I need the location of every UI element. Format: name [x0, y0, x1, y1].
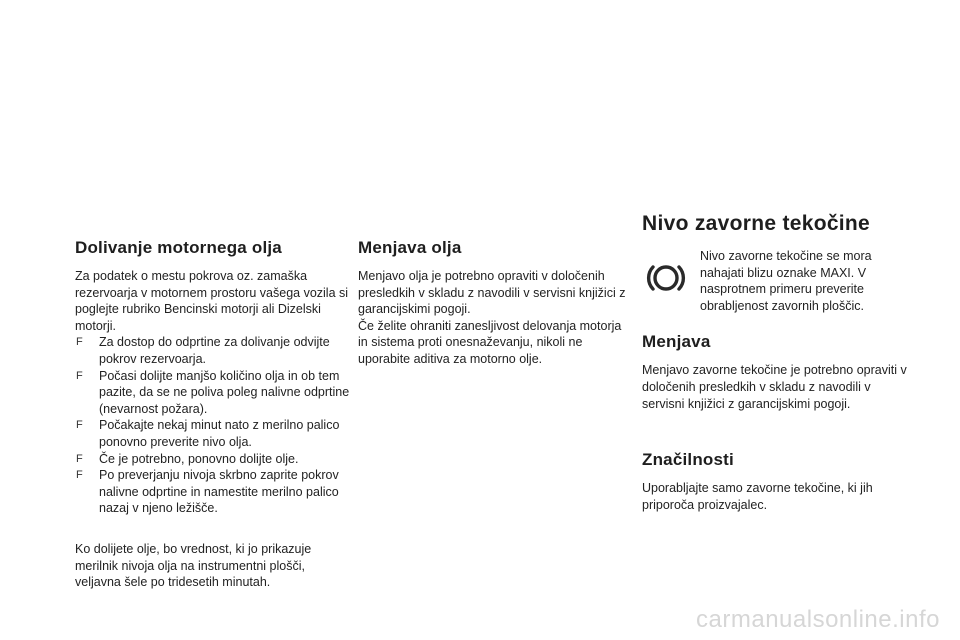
oil-topup-steps [75, 334, 350, 517]
list-item: F Po preverjanju nivoja skrbno zaprite pokrov nalivne odprtine in namestite merilno palico nazaj v njeno ležišče. [76, 468, 339, 516]
brake-level-text: Nivo zavorne tekočine se mora nahajati blizu oznake MAXI. V nasprotnem primeru preverite obrabljenost zavornih ploščic. [700, 249, 872, 313]
list-item: F Če je potrebno, ponovno dolijte olje. [76, 451, 299, 466]
brake-fluid-section [642, 212, 907, 513]
watermark: carmanualsonline.info [696, 606, 940, 633]
list-item: F Počasi dolijte manjšo količino olja in ob tem pazite, da se ne poliva poleg nalivne odprtine (nevarnost požara). [76, 368, 350, 416]
brake-fluid-heading: Nivo zavorne tekočine [642, 212, 871, 235]
list-item: F Za dostop do odprtine za dolivanje odvijte pokrov rezervoarja. [76, 335, 330, 366]
oil-topup-intro: Za podatek o mestu pokrova oz. zamaška rezervoarja v motornem prostoru vašega vozila si poglejte rubriko Bencinski motorji ali Dizelski motorji. [75, 269, 349, 333]
oil-change-heading: Menjava olja [358, 238, 462, 257]
oil-topup-note: Ko dolijete olje, bo vrednost, ki jo prikazuje merilnik nivoja olja na instrumentni plošči, veljavna šele po tridesetih minutah. [75, 541, 312, 590]
bullet-arrow-icon: F [76, 452, 83, 465]
oil-change-section [358, 238, 626, 368]
brake-change-text: Menjavo zavorne tekočine je potrebno opraviti v določenih presledkih v skladu z navodili v servisni knjižici z garancijskimi pogoji. [642, 363, 907, 411]
bullet-arrow-icon: F [76, 419, 83, 432]
brake-spec-text: Uporabljajte samo zavorne tekočine, ki jih priporoča proizvajalec. [642, 481, 873, 512]
oil-topup-heading: Dolivanje motornega olja [75, 238, 282, 257]
brake-level-row [642, 248, 907, 314]
list-item: F Počakajte nekaj minut nato z merilno palico ponovno preverite nivo olja. [76, 418, 340, 449]
brake-spec-heading: Značilnosti [642, 450, 734, 470]
bullet-arrow-icon: F [76, 469, 83, 482]
oil-additive-warning: Če želite ohraniti zanesljivost delovanja motorja in sistema proti onesnaževanju, nikoli ne uporabite aditiva za motorno olje. [358, 318, 622, 366]
bullet-arrow-icon: F [76, 369, 83, 382]
oil-topup-section [75, 238, 350, 591]
oil-change-text: Menjavo olja je potrebno opraviti v določenih presledkih v skladu z navodili v servisni knjižici z garancijskimi pogoji. [358, 269, 626, 317]
bullet-arrow-icon: F [76, 336, 83, 349]
brake-warning-icon [644, 256, 688, 300]
brake-change-heading: Menjava [642, 332, 711, 352]
